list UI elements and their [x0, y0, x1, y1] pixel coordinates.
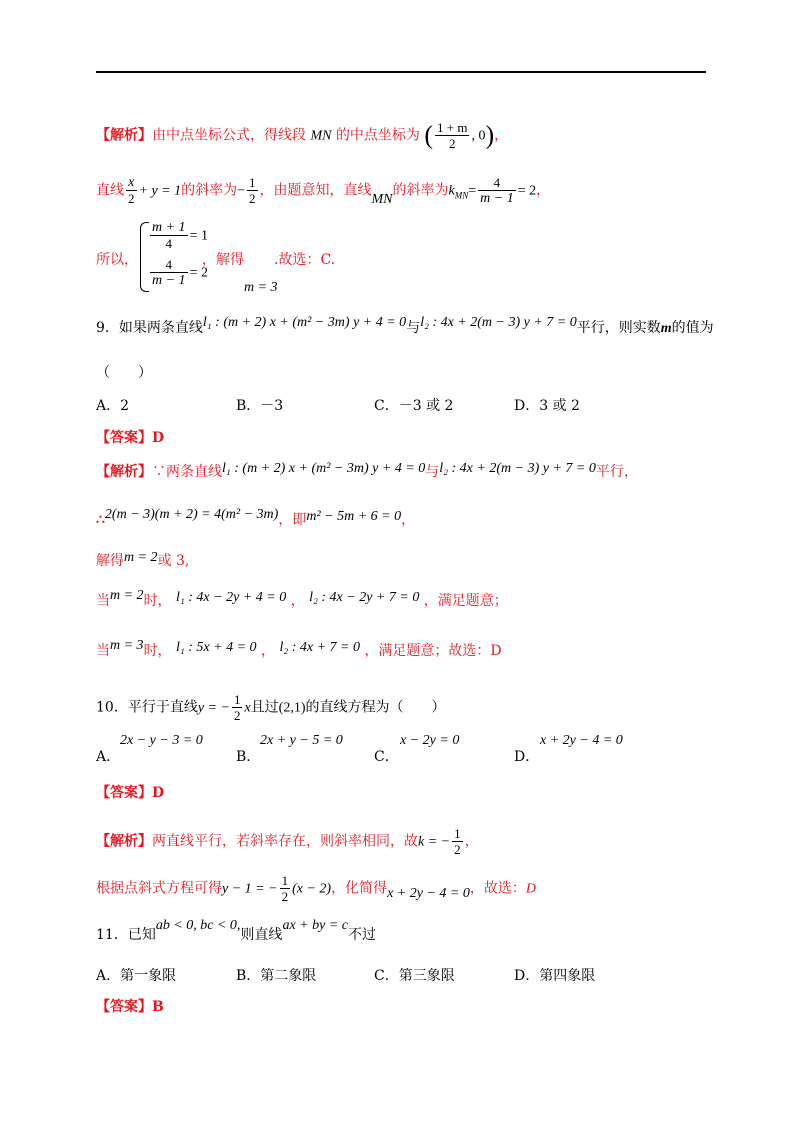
q10-option-c-label[interactable]: C． [374, 749, 399, 765]
q10-stem: 10．平行于直线y = − $\frac{1}{2}$ x且过(2,1)的直线方程为（ ） [96, 692, 446, 723]
q10-option-b-label[interactable]: B． [236, 749, 261, 765]
q10-option-c-eq[interactable]: x − 2y = 0 [400, 733, 460, 748]
q9-stem: 9．如果两条直线l₁ : (m + 2) x + (m² − 3m) y + 4 = 0与l₂ : 4x + 2(m − 3) y + 7 = 0平行，则实数m的值为 [96, 315, 714, 336]
solve-text: ，解得 [202, 252, 244, 268]
q11-option-d[interactable]: D．第四象限 [514, 968, 596, 984]
q10-option-b-eq[interactable]: 2x + y − 5 = 0 [260, 733, 343, 748]
q10-option-d-eq[interactable]: x + 2y − 4 = 0 [540, 733, 623, 748]
q9-analysis-2: ∴2(m − 3)(m + 2) = 4(m² − 3m)，即m² − 5m + 6 = 0， [96, 507, 416, 528]
q9-paren: （ ） [96, 365, 152, 381]
q9-option-b[interactable]: B．－3 [236, 398, 284, 414]
m-equals-3: m = 3 [244, 280, 278, 295]
q9-answer: 【答案】D [96, 430, 165, 446]
q9-option-d[interactable]: D．3 或 2 [514, 398, 580, 414]
q11-option-c[interactable]: C．第三象限 [374, 968, 455, 984]
q10-option-a-label[interactable]: A． [96, 749, 121, 765]
q9-analysis-3: 解得m = 2或 3, [96, 550, 190, 569]
analysis-tag: 【解析】 [96, 127, 152, 144]
header-rule [96, 71, 706, 73]
q10-analysis-2: 根据点斜式方程可得y − 1 = − $\frac{1}{2}$ (x − 2)，化简得x + 2y − 4 = 0，故选：D [96, 873, 536, 904]
system-eq-1: $\frac{m + 1}{4}$ = 1 [152, 220, 208, 251]
analysis-line-3: 所以， [96, 252, 138, 268]
q11-stem: 11．已知ab < 0, bc < 0,则直线ax + by = c不过 [96, 918, 376, 943]
q9-analysis-4: 当m = 2时， l₁ : 4x − 2y + 4 = 0 ， l₂ : 4x − 2y + 7 = 0 ，满足题意； [96, 588, 508, 609]
midpoint-fraction: $\frac{1 + m}{2}$ [437, 120, 468, 151]
q11-answer: 【答案】B [96, 999, 164, 1015]
q10-analysis-1: 【解析】两直线平行，若斜率存在，则斜率相同，故k = − $\frac{1}{2}$ ， [96, 826, 479, 857]
q11-option-a[interactable]: A．第一象限 [96, 968, 177, 984]
analysis-line-1: 【解析】由中点坐标公式，得线段 MN 的中点坐标为 ( $\frac{1 + m}{2}$ , 0)， [96, 120, 509, 151]
analysis-line-2: 直线 $\frac{x}{2}$ + y = 1的斜率为− $\frac{1}{2}$ ，由题意知，直线MN的斜率为$k_{MN}=$ $\frac{4}{m - 1}$ = 2， [96, 175, 551, 207]
q10-option-a-eq[interactable]: 2x − y − 3 = 0 [120, 733, 203, 748]
q10-answer: 【答案】D [96, 785, 165, 801]
q11-option-b[interactable]: B．第二象限 [236, 968, 317, 984]
q9-analysis-1: 【解析】∵两条直线l₁ : (m + 2) x + (m² − 3m) y + 4 = 0与l₂ : 4x + 2(m − 3) y + 7 = 0平行， [96, 461, 638, 480]
q9-analysis-5: 当m = 3时， l₁ : 5x + 4 = 0 ， l₂ : 4x + 7 = 0 ，满足题意；故选：D [96, 638, 502, 659]
q9-option-c[interactable]: C．－3 或 2 [374, 398, 454, 414]
system-eq-2: $\frac{4}{m - 1}$ = 2 [152, 257, 208, 288]
choose-c: .故选：C. [274, 252, 336, 268]
q9-option-a[interactable]: A．2 [96, 398, 130, 414]
q10-option-d-label[interactable]: D． [514, 749, 540, 765]
